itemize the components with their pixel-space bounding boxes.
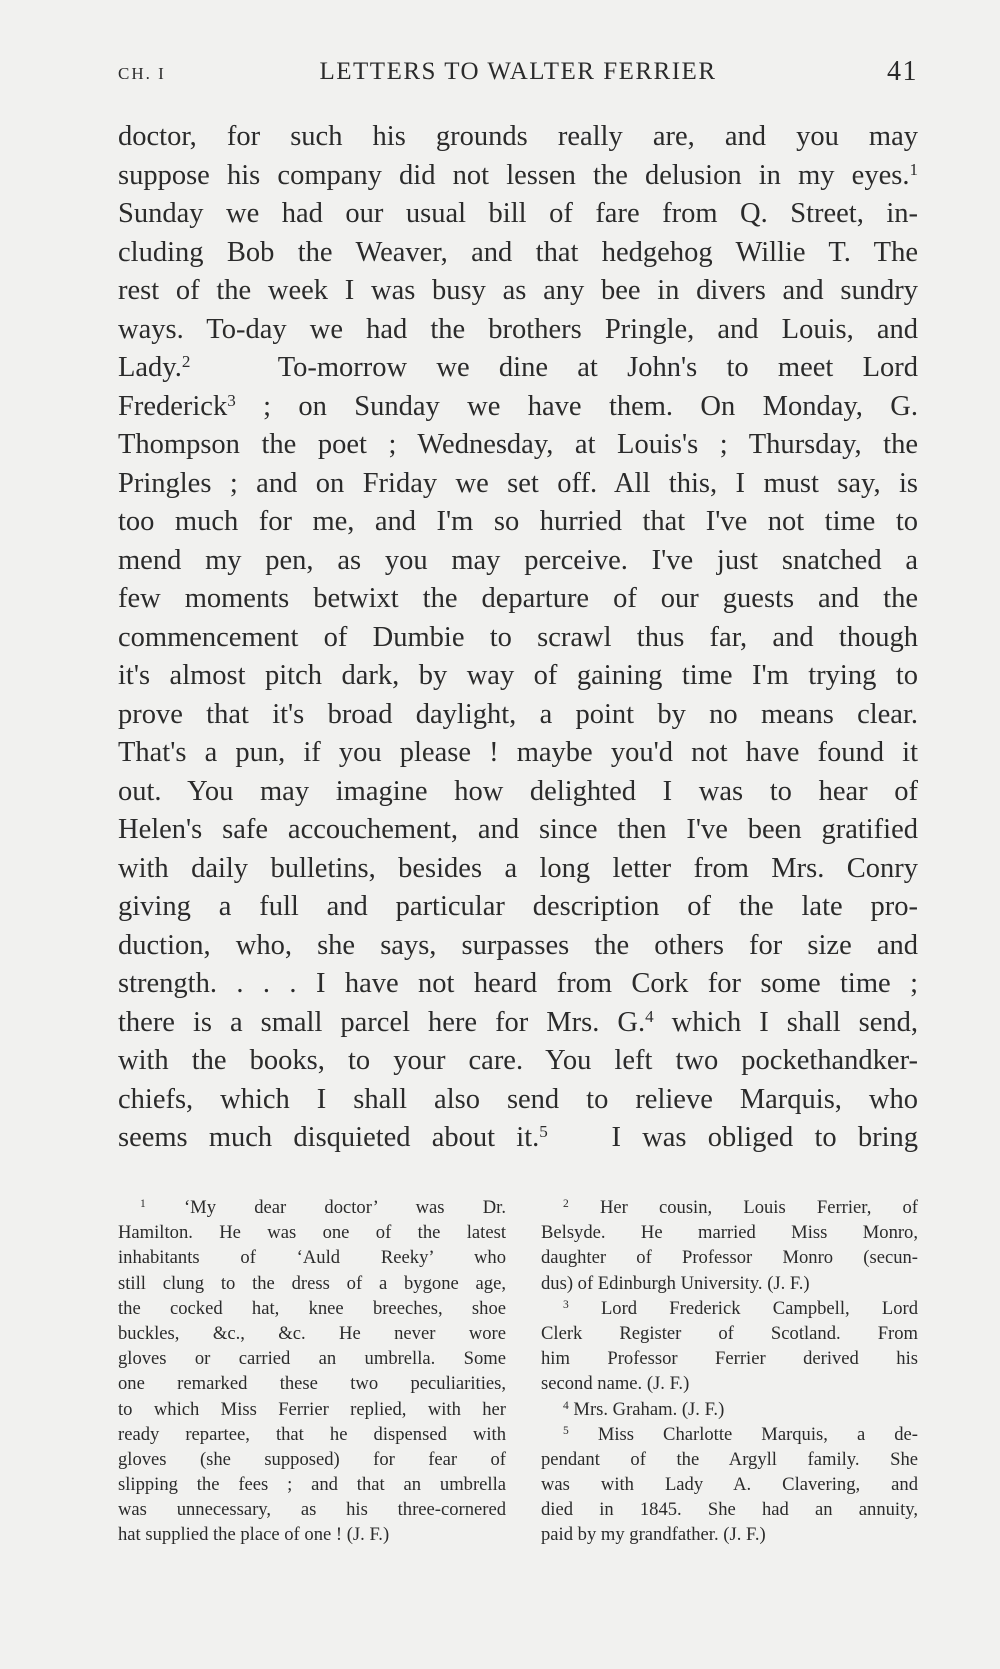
footnote-line: paid by my grandfather. (J. F.) xyxy=(541,1524,766,1546)
body-line: That's a pun, if you please ! maybe you'd not have found it xyxy=(118,737,918,768)
chapter-label: CH. I xyxy=(118,64,166,83)
footnote-line: was with Lady A. Clavering, and xyxy=(541,1474,918,1496)
body-line: duction, who, she says, surpasses the others for size and xyxy=(118,929,918,961)
footnote-line: $^2$ Her cousin, Louis Ferrier, of xyxy=(563,1197,918,1218)
footnote-line: ready repartee, that he dispensed with xyxy=(118,1423,506,1445)
footnote-ref: 2 xyxy=(181,352,191,371)
footnote-line: was unnecessary, as his three-cornered xyxy=(118,1499,506,1521)
body-line: rest of the week I was busy as any bee in divers and sundry xyxy=(118,275,918,306)
footnote-line: $^3$ Lord Frederick Campbell, Lord xyxy=(563,1297,918,1319)
body-line: ways. To-day we had the brothers Pringle, and Louis, and xyxy=(118,313,918,345)
footnote-column-left xyxy=(118,1195,506,1548)
body-line: doctor, for such his grounds really are, and you may xyxy=(118,121,918,152)
footnote-ref: 1 xyxy=(909,159,918,179)
footnote-marker: 3 xyxy=(563,1298,569,1311)
body-text xyxy=(118,118,918,1158)
running-head xyxy=(118,58,918,98)
body-line: Lady.$^2$ To-morrow we dine at John's to meet Lord xyxy=(118,352,918,383)
body-line: prove that it's broad daylight, a point by no means clear. xyxy=(118,698,918,730)
body-line: strength. . . . I have not heard from Cork for some time ; xyxy=(118,968,918,999)
footnote-line: slipping the fees ; and that an umbrella xyxy=(118,1474,506,1496)
footnote-line: Belsyde. He married Miss Monro, xyxy=(541,1222,918,1244)
body-line: Frederick$^3$ ; on Sunday we have them. On Monday, G. xyxy=(118,390,918,422)
footnotes xyxy=(118,1195,918,1555)
footnote-line: still clung to the dress of a bygone age, xyxy=(118,1272,506,1294)
body-line: too much for me, and I'm so hurried that I've not time to xyxy=(118,506,918,537)
footnote-line: hat supplied the place of one ! (J. F.) xyxy=(118,1524,390,1546)
body-line: chiefs, which I shall also send to relieve Marquis, who xyxy=(118,1083,918,1115)
body-line: out. You may imagine how delighted I was to hear of xyxy=(118,775,918,807)
footnote-line: Hamilton. He was one of the latest xyxy=(118,1222,506,1244)
body-line: there is a small parcel here for Mrs. G.$^4$ which I shall send, xyxy=(118,1006,919,1038)
footnote-column-right xyxy=(541,1195,918,1548)
footnote-marker: 4 xyxy=(563,1399,569,1412)
body-line: few moments betwixt the departure of our guests and the xyxy=(118,583,918,614)
footnote-line: one remarked these two peculiarities, xyxy=(118,1373,506,1395)
footnote-line: pendant of the Argyll family. She xyxy=(541,1448,918,1470)
body-line: with daily bulletins, besides a long letter from Mrs. Conry xyxy=(118,852,918,884)
body-line: mend my pen, as you may perceive. I've just snatched a xyxy=(118,544,918,576)
footnote-marker: 2 xyxy=(563,1198,569,1210)
footnote-marker: 5 xyxy=(563,1424,569,1437)
footnote-line: gloves or carried an umbrella. Some xyxy=(118,1348,506,1370)
footnote-ref: 5 xyxy=(539,1122,548,1141)
body-line: seems much disquieted about it.$^5$ I was obliged to bring xyxy=(118,1122,918,1153)
footnote-line: to which Miss Ferrier replied, with her xyxy=(118,1398,506,1420)
footnote-line: second name. (J. F.) xyxy=(541,1373,690,1395)
body-line: with the books, to your care. You left two pockethandker- xyxy=(118,1045,918,1076)
body-line: Thompson the poet ; Wednesday, at Louis's ; Thursday, the xyxy=(118,429,918,460)
footnote-line: $^5$ Miss Charlotte Marquis, a de- xyxy=(563,1423,918,1445)
footnote-marker: 1 xyxy=(140,1198,146,1210)
page-number: 41 xyxy=(887,56,918,87)
body-line: it's almost pitch dark, by way of gaining time I'm trying to xyxy=(118,660,918,691)
body-line: cluding Bob the Weaver, and that hedgehog Willie T. The xyxy=(118,236,918,268)
running-title: LETTERS TO WALTER FERRIER xyxy=(319,58,717,85)
footnote-line: $^1$ ‘My dear doctor’ was Dr. xyxy=(140,1197,506,1218)
footnote-ref: 3 xyxy=(227,390,236,410)
footnote-line: $^4$ Mrs. Graham. (J. F.) xyxy=(563,1398,725,1420)
footnote-line: Clerk Register of Scotland. From xyxy=(541,1322,918,1344)
footnote-line: died in 1845. She had an annuity, xyxy=(541,1499,918,1521)
footnote-line: gloves (she supposed) for fear of xyxy=(118,1448,506,1470)
body-line: suppose his company did not lessen the delusion in my eyes.$^1$ xyxy=(118,159,918,191)
footnote-ref: 4 xyxy=(645,1006,654,1026)
body-line: commencement of Dumbie to scrawl thus far, and though xyxy=(118,621,918,653)
footnote-line: dus) of Edinburgh University. (J. F.) xyxy=(541,1272,810,1294)
body-line: Helen's safe accouchement, and since then I've been gratified xyxy=(118,814,918,845)
footnote-line: buckles, &c., &c. He never wore xyxy=(118,1322,506,1344)
body-line: Sunday we had our usual bill of fare from Q. Street, in- xyxy=(118,198,918,229)
body-line: giving a full and particular description of the late pro- xyxy=(118,891,918,922)
footnote-line: inhabitants of ‘Auld Reeky’ who xyxy=(118,1247,506,1269)
footnote-line: daughter of Professor Monro (secun- xyxy=(541,1247,918,1269)
body-line: Pringles ; and on Friday we set off. All this, I must say, is xyxy=(118,467,918,499)
footnote-line: him Professor Ferrier derived his xyxy=(541,1348,918,1370)
footnote-line: the cocked hat, knee breeches, shoe xyxy=(118,1297,506,1319)
